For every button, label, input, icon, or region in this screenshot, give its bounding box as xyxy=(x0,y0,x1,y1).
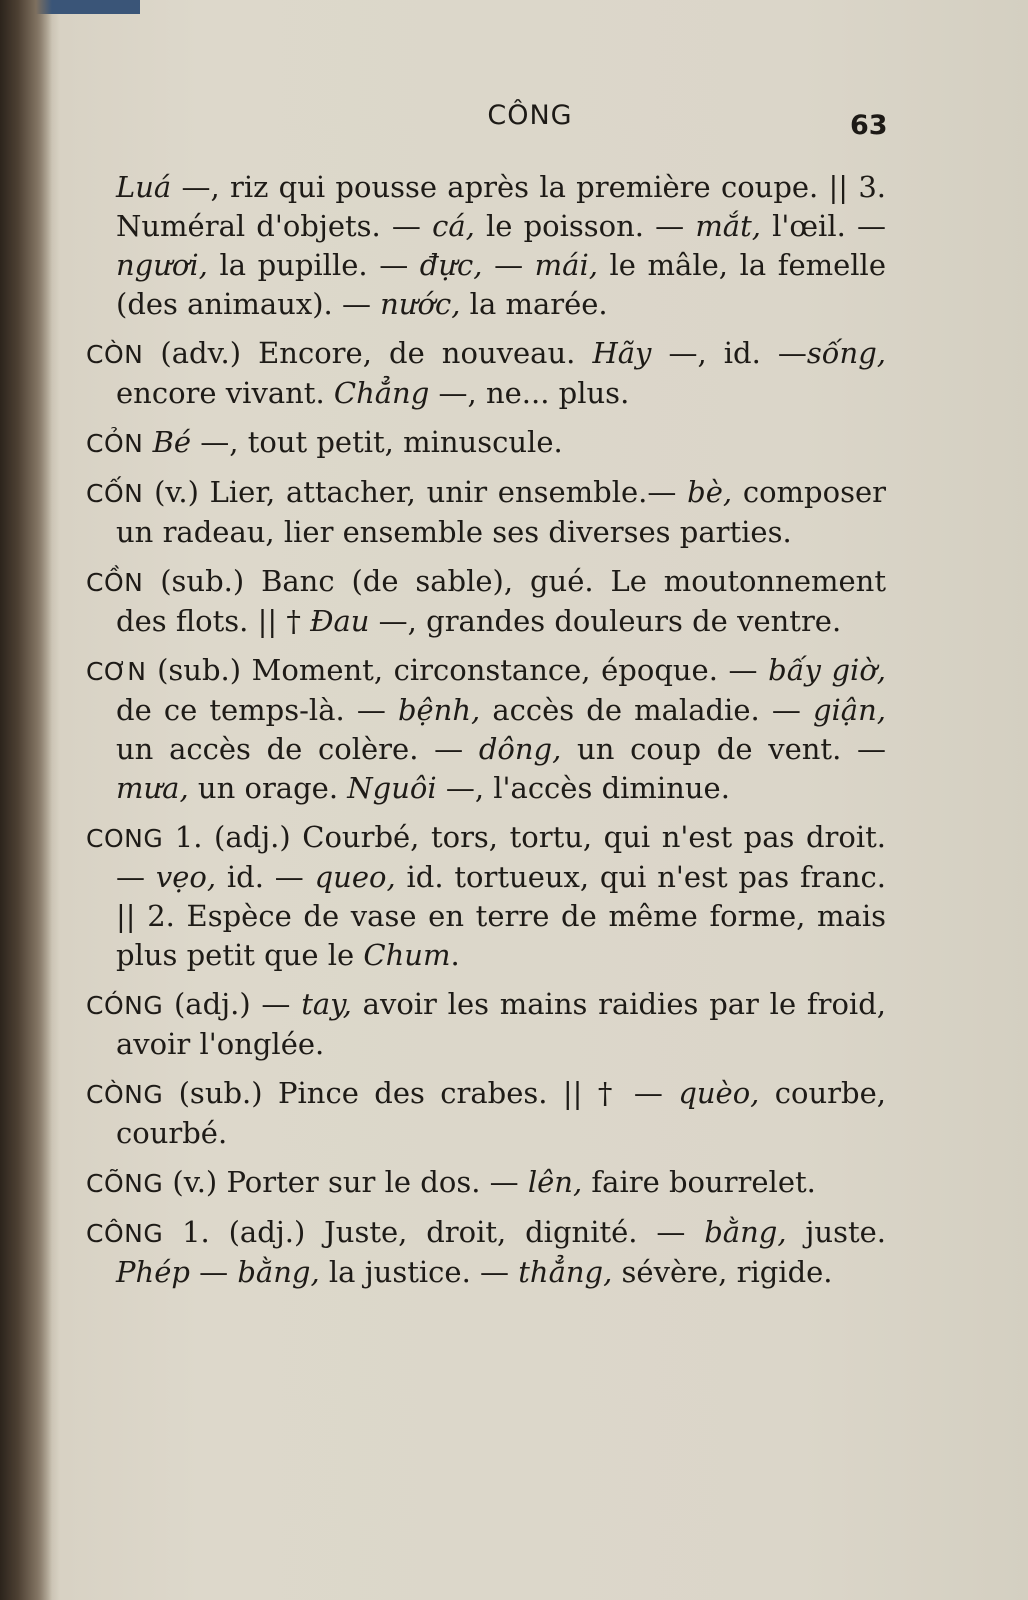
definition-text: encore vivant. xyxy=(116,376,334,410)
vietnamese-term: Chum xyxy=(363,938,451,972)
vietnamese-term: bằng, xyxy=(237,1255,320,1289)
dictionary-entry xyxy=(86,651,886,808)
entry-headword: CONG xyxy=(86,824,164,853)
definition-text xyxy=(143,425,152,459)
entry-continuation xyxy=(86,168,886,324)
vietnamese-term: Đau xyxy=(310,604,370,638)
definition-text: la pupille. — xyxy=(207,248,420,282)
definition-text: (adv.) Encore, de nouveau. xyxy=(143,336,593,370)
page-gutter xyxy=(0,0,52,1600)
definition-text: l'œil. — xyxy=(760,209,886,243)
vietnamese-term: ngươi, xyxy=(116,248,208,282)
dictionary-entry xyxy=(86,473,886,552)
definition-text: — xyxy=(189,1255,238,1289)
definition-text: accès de maladie. — xyxy=(480,693,813,727)
vietnamese-term: quèo, xyxy=(678,1076,760,1110)
definition-text: composer un radeau, lier ensemble ses diverses parties. xyxy=(116,475,886,549)
vietnamese-term: thẳng, xyxy=(518,1255,613,1289)
vietnamese-term: tay, xyxy=(301,987,352,1021)
definition-text: sévère, rigide. xyxy=(612,1255,833,1289)
entry-headword: CƠN xyxy=(86,657,147,686)
dictionary-entry xyxy=(86,1213,886,1292)
definition-text: —, ne... plus. xyxy=(429,376,630,410)
dictionary-entry xyxy=(86,562,886,641)
dictionary-entry xyxy=(86,423,886,463)
running-head: CÔNG xyxy=(487,100,573,131)
vietnamese-term: mưa, xyxy=(116,771,189,805)
vietnamese-term: Nguôi xyxy=(347,771,437,805)
vietnamese-term: đực, xyxy=(419,248,483,282)
vietnamese-term: mắt, xyxy=(695,209,761,243)
definition-text: un accès de colère. — xyxy=(116,732,479,766)
definition-text: —, l'accès diminue. xyxy=(436,771,730,805)
entry-headword: CÔNG xyxy=(86,1219,164,1248)
definition-text: courbe, courbé. xyxy=(116,1076,886,1150)
definition-text: —, riz qui pousse après la première coupe. || 3. Numéral d'objets. — xyxy=(116,170,886,243)
definition-text: 1. (adj.) Juste, droit, dignité. — xyxy=(163,1215,705,1249)
vietnamese-term: sống, xyxy=(806,336,887,370)
dictionary-entry xyxy=(86,985,886,1064)
vietnamese-term: queo, xyxy=(314,860,396,894)
definition-text: (v.) Porter sur le dos. — xyxy=(163,1165,528,1199)
definition-text: le poisson. — xyxy=(474,209,696,243)
entry-headword: CỐN xyxy=(86,479,144,508)
definition-text: de ce temps-là. — xyxy=(116,693,398,727)
vietnamese-term: lên, xyxy=(527,1165,583,1199)
vietnamese-term: bệnh, xyxy=(397,693,481,727)
vietnamese-term: giận, xyxy=(812,693,886,727)
vietnamese-term: Phép xyxy=(116,1255,190,1289)
definition-text: la justice. — xyxy=(319,1255,519,1289)
vietnamese-term: Hãy xyxy=(592,336,652,370)
definition-text: un orage. xyxy=(188,771,348,805)
page-number: 63 xyxy=(850,110,888,141)
vietnamese-term: cá, xyxy=(432,209,475,243)
vietnamese-term: bằng, xyxy=(704,1215,787,1249)
vietnamese-term: Chẳng xyxy=(333,376,430,410)
definition-text: —, tout petit, minuscule. xyxy=(191,425,563,459)
definition-text: (sub.) Pince des crabes. || † — xyxy=(163,1076,679,1110)
dictionary-entry xyxy=(86,1074,886,1153)
vietnamese-term: bè, xyxy=(687,475,733,509)
definition-text: un coup de vent. — xyxy=(561,732,886,766)
entry-headword: CÓNG xyxy=(86,991,164,1020)
definition-text: la marée. xyxy=(460,287,608,321)
definition-text: (adj.) — xyxy=(163,987,302,1021)
vietnamese-term: vẹo, xyxy=(155,860,217,894)
vietnamese-term: Bé xyxy=(152,425,192,459)
definition-text: id. — xyxy=(216,860,315,894)
definition-text: —, id. — xyxy=(651,336,807,370)
vietnamese-term: dông, xyxy=(478,732,562,766)
entry-headword: CÒN xyxy=(86,340,144,369)
definition-text: . xyxy=(450,938,460,972)
dictionary-page xyxy=(60,0,1028,1600)
vietnamese-term: nước, xyxy=(380,287,461,321)
dictionary-entry xyxy=(86,334,886,413)
definition-text: (sub.) Moment, circonstance, époque. — xyxy=(146,653,769,687)
entry-headword: CỎN xyxy=(86,429,144,458)
definition-text: id. tortueux, qui n'est pas franc. || 2. Espèce de vase en terre de même forme, mais plus petit que le xyxy=(116,860,887,972)
definition-text: 1. (adj.) Courbé, tors, tortu, qui n'est pas droit. — xyxy=(116,820,886,894)
vietnamese-term: mái, xyxy=(534,248,598,282)
vietnamese-term: bấy giờ, xyxy=(768,653,886,687)
definition-text: (sub.) Banc (de sable), gué. Le moutonnement des flots. || † xyxy=(116,564,886,638)
dictionary-entry xyxy=(86,1163,886,1203)
entry-headword: CỒN xyxy=(86,568,144,597)
definition-text: le mâle, la femelle (des animaux). — xyxy=(116,248,886,321)
definition-text: juste. xyxy=(786,1215,887,1249)
definition-text: —, grandes douleurs de ventre. xyxy=(369,604,842,638)
vietnamese-term: Luá xyxy=(116,170,172,204)
entry-headword: CÒNG xyxy=(86,1080,164,1109)
definition-text: — xyxy=(482,248,535,282)
entry-headword: CÕNG xyxy=(86,1169,164,1198)
definition-text: (v.) Lier, attacher, unir ensemble.— xyxy=(143,475,688,509)
definition-text: avoir les mains raidies par le froid, avoir l'onglée. xyxy=(116,987,886,1061)
dictionary-entries xyxy=(86,168,886,1302)
dictionary-entry xyxy=(86,818,886,975)
definition-text: faire bourrelet. xyxy=(582,1165,816,1199)
